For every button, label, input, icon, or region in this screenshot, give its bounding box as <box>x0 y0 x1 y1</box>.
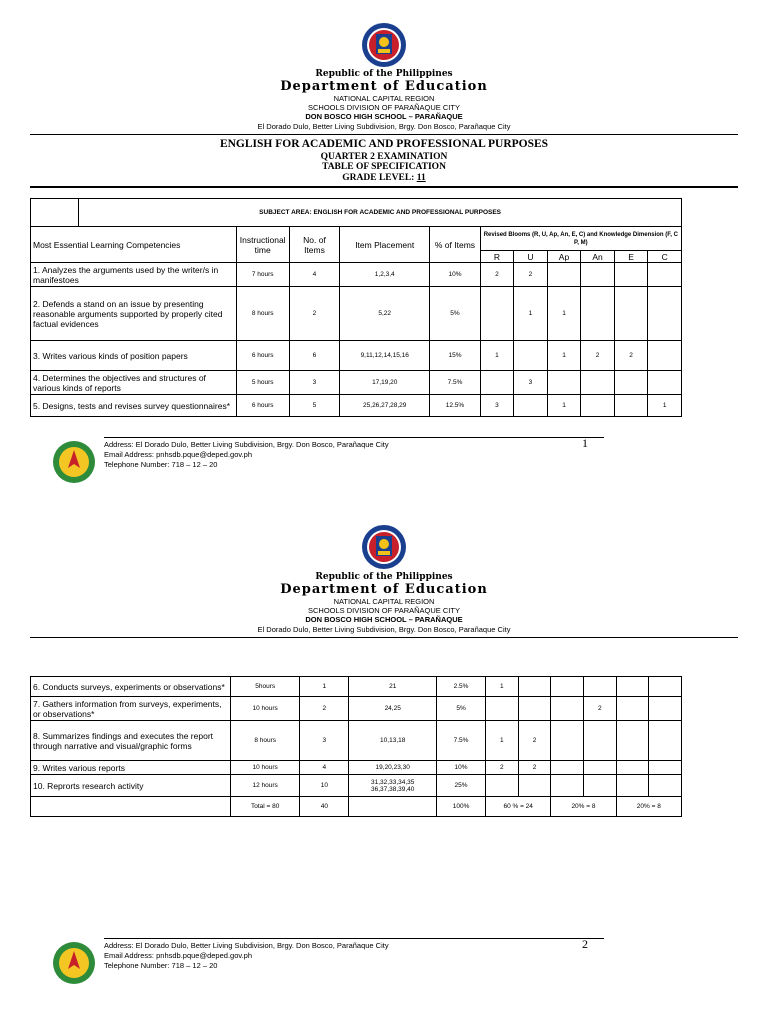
footer-address: Address: El Dorado Dulo, Better Living Subdivision, Brgy. Don Bosco, Parañaque City <box>104 440 389 449</box>
level-e-cell <box>616 677 649 697</box>
competency-cell: 2. Defends a stand on an issue by presenting reasonable arguments supported by properly cited factual evidences <box>31 287 237 341</box>
competency-cell: 3. Writes various kinds of position papers <box>31 341 237 371</box>
total-remember-understand: 60 % = 24 <box>486 797 551 817</box>
items-cell: 4 <box>289 263 339 287</box>
header-time: Instructional time <box>236 227 289 263</box>
placement-cell: 19,20,23,30 <box>349 761 437 775</box>
deped-seal-icon <box>361 524 407 570</box>
school-name: DON BOSCO HIGH SCHOOL – PARAÑAQUE <box>305 615 463 624</box>
level-u-cell: 2 <box>518 721 551 761</box>
spec-title: TABLE OF SPECIFICATION <box>322 162 446 172</box>
republic-heading: Republic of the Philippines <box>315 572 453 582</box>
level-an-cell <box>581 263 615 287</box>
level-c-cell <box>649 721 682 761</box>
level-c-cell <box>649 697 682 721</box>
percent-cell: 12.5% <box>430 395 480 417</box>
percent-cell: 5% <box>437 697 486 721</box>
level-u-cell: 1 <box>514 287 548 341</box>
total-items: 40 <box>300 797 349 817</box>
percent-cell: 15% <box>430 341 480 371</box>
region-text: NATIONAL CAPITAL REGION <box>333 597 435 606</box>
level-u-cell: 3 <box>514 371 548 395</box>
competency-cell: 8. Summarizes findings and executes the report through narrative and visual/graphic forms <box>31 721 231 761</box>
footer-divider <box>104 938 604 939</box>
time-cell: 12 hours <box>230 775 299 797</box>
level-r-cell: 1 <box>480 341 514 371</box>
level-an-cell <box>583 677 616 697</box>
school-logo-icon <box>52 941 96 985</box>
placement-cell: 25,26,27,28,29 <box>340 395 430 417</box>
footer-email: Email Address: pnhsdb.pque@deped.gov.ph <box>104 450 252 459</box>
time-cell: 6 hours <box>236 395 289 417</box>
school-name: DON BOSCO HIGH SCHOOL – PARAÑAQUE <box>305 112 463 121</box>
footer-email: Email Address: pnhsdb.pque@deped.gov.ph <box>104 951 252 960</box>
level-r-cell <box>480 371 514 395</box>
level-r-cell <box>480 287 514 341</box>
division-text: SCHOOLS DIVISION OF PARAÑAQUE CITY <box>308 103 460 112</box>
level-r-cell: 1 <box>486 677 519 697</box>
level-ap-cell: 1 <box>547 287 581 341</box>
level-c: C <box>648 251 682 263</box>
level-e-cell <box>616 697 649 721</box>
level-u-cell: 2 <box>514 263 548 287</box>
table-row <box>31 341 682 371</box>
percent-cell: 7.5% <box>437 721 486 761</box>
level-e-cell <box>614 287 648 341</box>
title-divider <box>30 186 738 188</box>
total-percent: 100% <box>437 797 486 817</box>
time-cell: 10 hours <box>230 761 299 775</box>
level-c-cell <box>648 263 682 287</box>
placement-cell: 21 <box>349 677 437 697</box>
level-an-cell <box>583 761 616 775</box>
level-r-cell: 1 <box>486 721 519 761</box>
level-u: U <box>514 251 548 263</box>
department-heading: Department of Education <box>280 582 488 597</box>
level-ap-cell <box>551 697 584 721</box>
level-u-cell <box>514 341 548 371</box>
competency-cell: 5. Designs, tests and revises survey questionnaires* <box>31 395 237 417</box>
table-row <box>31 677 682 697</box>
table-row <box>31 697 682 721</box>
table-row <box>31 395 682 417</box>
table-row <box>31 263 682 287</box>
percent-cell: 25% <box>437 775 486 797</box>
placement-cell: 9,11,12,14,15,16 <box>340 341 430 371</box>
percent-cell: 10% <box>430 263 480 287</box>
percent-cell: 10% <box>437 761 486 775</box>
items-cell: 10 <box>300 775 349 797</box>
level-u-cell <box>518 677 551 697</box>
competency-cell: 4. Determines the objectives and structures of various kinds of reports <box>31 371 237 395</box>
total-apply-analyze: 20% = 8 <box>551 797 616 817</box>
placement-cell: 24,25 <box>349 697 437 721</box>
header-percent: % of Items <box>430 227 480 263</box>
items-cell: 1 <box>300 677 349 697</box>
level-c-cell <box>648 341 682 371</box>
placement-cell: 1,2,3,4 <box>340 263 430 287</box>
items-cell: 4 <box>300 761 349 775</box>
level-ap-cell: 1 <box>547 395 581 417</box>
level-ap-cell <box>551 761 584 775</box>
competency-cell: 6. Conducts surveys, experiments or observations* <box>31 677 231 697</box>
time-cell: 8 hours <box>236 287 289 341</box>
level-u-cell <box>518 775 551 797</box>
time-cell: 10 hours <box>230 697 299 721</box>
header-placement: Item Placement <box>340 227 430 263</box>
footer-info <box>104 440 389 470</box>
footer-info <box>104 941 389 971</box>
level-r-cell: 3 <box>480 395 514 417</box>
percent-cell: 2.5% <box>437 677 486 697</box>
level-r-cell <box>486 697 519 721</box>
header-items: No. of Items <box>289 227 339 263</box>
department-heading: Department of Education <box>280 79 488 94</box>
footer-address: Address: El Dorado Dulo, Better Living Subdivision, Brgy. Don Bosco, Parañaque City <box>104 941 389 950</box>
level-c-cell <box>649 761 682 775</box>
school-logo-icon <box>52 440 96 484</box>
level-e-cell <box>614 395 648 417</box>
total-blank <box>31 797 231 817</box>
republic-heading: Republic of the Philippines <box>315 69 453 79</box>
level-ap-cell <box>551 775 584 797</box>
table-row <box>31 287 682 341</box>
grade-value: 11 <box>416 173 426 183</box>
region-text: NATIONAL CAPITAL REGION <box>333 94 435 103</box>
level-r-cell <box>486 775 519 797</box>
level-an-cell <box>581 371 615 395</box>
school-address: El Dorado Dulo, Better Living Subdivision, Brgy. Don Bosco, Parañaque City <box>257 625 511 634</box>
time-cell: 7 hours <box>236 263 289 287</box>
level-ap-cell <box>551 721 584 761</box>
level-an-cell <box>583 721 616 761</box>
items-cell: 2 <box>289 287 339 341</box>
placement-cell: 5,22 <box>340 287 430 341</box>
level-u-cell <box>518 697 551 721</box>
competency-cell: 10. Reprorts research activity <box>31 775 231 797</box>
level-an-cell: 2 <box>581 341 615 371</box>
footer-divider <box>104 437 604 438</box>
school-address: El Dorado Dulo, Better Living Subdivision, Brgy. Don Bosco, Parañaque City <box>257 122 511 131</box>
grade-label: GRADE LEVEL: <box>342 173 415 183</box>
competency-cell: 7. Gathers information from surveys, experiments, or observations* <box>31 697 231 721</box>
level-e-cell <box>616 761 649 775</box>
division-text: SCHOOLS DIVISION OF PARAÑAQUE CITY <box>308 606 460 615</box>
footer-phone: Telephone Number: 718 – 12 – 20 <box>104 460 218 469</box>
header-divider <box>30 134 738 135</box>
level-an-cell: 2 <box>583 697 616 721</box>
level-e-cell: 2 <box>614 341 648 371</box>
level-e-cell <box>614 371 648 395</box>
items-cell: 3 <box>289 371 339 395</box>
spec-table-page1 <box>30 198 682 417</box>
placement-cell: 17,19,20 <box>340 371 430 395</box>
subject-area: SUBJECT AREA: ENGLISH FOR ACADEMIC AND PROFESSIONAL PURPOSES <box>79 199 682 227</box>
footer-phone: Telephone Number: 718 – 12 – 20 <box>104 961 218 970</box>
level-c-cell <box>648 371 682 395</box>
level-e-cell <box>616 721 649 761</box>
level-r-cell: 2 <box>480 263 514 287</box>
level-u-cell <box>514 395 548 417</box>
competency-cell: 9. Writes various reports <box>31 761 231 775</box>
table-row <box>31 371 682 395</box>
course-title: ENGLISH FOR ACADEMIC AND PROFESSIONAL PURPOSES <box>219 138 549 150</box>
level-r: R <box>480 251 514 263</box>
header-divider <box>30 637 738 638</box>
time-cell: 5 hours <box>236 371 289 395</box>
level-ap: Ap <box>547 251 581 263</box>
page-number: 2 <box>582 937 588 951</box>
grade-level <box>0 173 768 184</box>
time-cell: 6 hours <box>236 341 289 371</box>
level-an-cell <box>581 287 615 341</box>
level-c-cell: 1 <box>648 395 682 417</box>
level-ap-cell <box>551 677 584 697</box>
level-c-cell <box>649 677 682 697</box>
competency-cell: 1. Analyzes the arguments used by the writer/s in manifestoes <box>31 263 237 287</box>
time-cell: 5hours <box>230 677 299 697</box>
level-e-cell <box>616 775 649 797</box>
level-ap-cell <box>547 263 581 287</box>
table-row <box>31 761 682 775</box>
spec-table-page2 <box>30 676 682 817</box>
exam-title: QUARTER 2 EXAMINATION <box>320 152 448 162</box>
table-row <box>31 775 682 797</box>
total-blank <box>349 797 437 817</box>
level-u-cell: 2 <box>518 761 551 775</box>
level-an-cell <box>581 395 615 417</box>
deped-seal-icon <box>361 22 407 68</box>
blank-cell <box>31 199 79 227</box>
level-c-cell <box>648 287 682 341</box>
level-e: E <box>614 251 648 263</box>
items-cell: 6 <box>289 341 339 371</box>
level-ap-cell: 1 <box>547 341 581 371</box>
level-ap-cell <box>547 371 581 395</box>
percent-cell: 7.5% <box>430 371 480 395</box>
header-competencies: Most Essential Learning Competencies <box>31 227 237 263</box>
table-row <box>31 721 682 761</box>
total-evaluate-create: 20% = 8 <box>616 797 681 817</box>
percent-cell: 5% <box>430 287 480 341</box>
placement-cell: 10,13,18 <box>349 721 437 761</box>
placement-cell: 31,32,33,34,35 36,37,38,39,40 <box>349 775 437 797</box>
items-cell: 3 <box>300 721 349 761</box>
items-cell: 2 <box>300 697 349 721</box>
level-an-cell <box>583 775 616 797</box>
header-blooms: Revised Blooms (R, U, Ap, An, E, C) and Knowledge Dimension (F, C P, M) <box>480 227 681 251</box>
items-cell: 5 <box>289 395 339 417</box>
total-time: Total = 80 <box>230 797 299 817</box>
time-cell: 8 hours <box>230 721 299 761</box>
level-c-cell <box>649 775 682 797</box>
level-r-cell: 2 <box>486 761 519 775</box>
level-e-cell <box>614 263 648 287</box>
page-number: 1 <box>582 436 588 450</box>
level-an: An <box>581 251 615 263</box>
